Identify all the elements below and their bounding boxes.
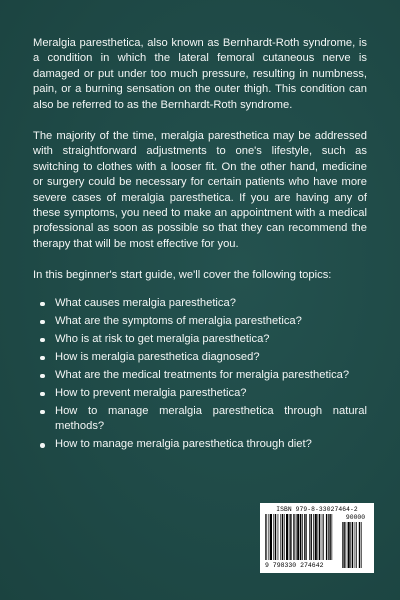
bullet-icon <box>40 320 45 325</box>
barcode-bar <box>313 514 314 560</box>
barcode-bar <box>350 522 351 568</box>
barcode-bar <box>346 522 347 568</box>
treatment-paragraph: The majority of the time, meralgia paresthetica may be addressed with straightforward adjustments to one's lifestyle, such as switching to clothes with a looser fit. On the other hand, medicine or surgery could be necessary for certain patients who have more severe cases of meralgia paresthetica. If you are having any of these symptoms, you need to make an appointment with a medical professional as soon as possible so that they can recommend the therapy that will be most effective for you. <box>33 130 367 250</box>
list-item <box>33 314 367 329</box>
barcode-bar <box>286 514 288 560</box>
addon-code: 90000 <box>345 514 366 521</box>
barcode-bar <box>302 514 303 560</box>
barcode-bar <box>284 514 285 560</box>
barcode-bar <box>356 522 357 568</box>
barcode-bar <box>275 514 276 560</box>
list-item <box>33 437 367 452</box>
barcode-bar <box>348 522 350 568</box>
barcode-bar <box>359 522 360 568</box>
barcode-bar <box>280 514 281 560</box>
barcode-bar <box>297 514 299 560</box>
main-barcode <box>265 514 339 568</box>
barcode-bar <box>319 514 320 560</box>
description-text <box>33 36 367 455</box>
barcode-bar <box>332 514 333 560</box>
barcode-bar <box>290 514 291 560</box>
barcode-bar <box>355 522 356 568</box>
barcode-bar <box>323 514 324 560</box>
bullet-icon <box>40 374 45 379</box>
barcode-bar <box>289 514 290 560</box>
topics-intro: In this beginner's start guide, we'll cover the following topics: <box>33 269 332 282</box>
isbn-text: ISBN 979-8-33027464-2 <box>276 506 358 513</box>
barcode-bar <box>309 514 310 560</box>
barcode-bar <box>294 514 295 560</box>
topic-label: Who is at risk to get meralgia paresthetica? <box>55 332 270 345</box>
barcode-bar <box>265 514 266 560</box>
addon-barcode <box>342 514 369 568</box>
list-item <box>33 332 367 347</box>
barcode-bar <box>361 522 362 568</box>
list-item <box>33 296 367 311</box>
list-item <box>33 386 367 401</box>
topic-label: How is meralgia paresthetica diagnosed? <box>55 350 260 363</box>
barcode-bar <box>304 514 305 560</box>
barcode-bar <box>311 514 312 560</box>
barcode-bar <box>306 514 307 560</box>
topic-label: What are the medical treatments for meralgia paresthetica? <box>55 368 350 381</box>
topic-label: How to prevent meralgia paresthetica? <box>55 386 247 399</box>
topic-label: What are the symptoms of meralgia paresthetica? <box>55 314 302 327</box>
barcode-bars-icon <box>265 514 339 561</box>
bullet-icon <box>40 302 45 307</box>
barcode-bar <box>328 514 329 560</box>
barcode-bar <box>273 514 274 560</box>
barcode-bar <box>342 522 343 568</box>
bullet-icon <box>40 410 45 415</box>
barcode-bar <box>322 514 323 560</box>
bullet-icon <box>40 443 45 448</box>
barcode-bar <box>318 514 319 560</box>
topic-label: How to manage meralgia paresthetica through diet? <box>55 438 312 451</box>
barcode-bar <box>278 514 279 560</box>
barcode-bar <box>315 514 317 560</box>
barcode-bar <box>282 514 283 560</box>
topic-label: How to manage meralgia paresthetica through natural methods? <box>55 404 367 433</box>
barcode-bar <box>329 514 330 560</box>
barcode-bar <box>296 514 297 560</box>
bullet-icon <box>40 356 45 361</box>
list-item <box>33 350 367 365</box>
barcode-bar <box>343 522 344 568</box>
barcode-bar <box>300 514 301 560</box>
list-item <box>33 368 367 383</box>
bullet-icon <box>40 338 45 343</box>
list-item <box>33 404 367 435</box>
barcode-bar <box>270 514 272 560</box>
barcode-bar <box>269 514 270 560</box>
bullet-icon <box>40 392 45 397</box>
barcode-bar <box>293 514 294 560</box>
barcode-bar <box>352 522 353 568</box>
barcode-area <box>265 514 369 568</box>
barcode-bar <box>326 514 327 560</box>
intro-paragraph: Meralgia paresthetica, also known as Bernhardt-Roth syndrome, is a condition in which the lateral femoral cutaneous nerve is damaged or put under too much pressure, resulting in numbness, pain, or a burning sensation on the outer thigh. This condition can also be referred to as the Bernhardt-Roth syndrome. <box>33 37 367 111</box>
addon-bars-icon <box>342 514 369 568</box>
barcode-bar <box>266 514 267 560</box>
barcode-digits: 9 798330 274642 <box>265 562 324 569</box>
topic-label: What causes meralgia paresthetica? <box>55 296 236 309</box>
barcode <box>260 503 374 573</box>
topic-list <box>33 296 367 453</box>
